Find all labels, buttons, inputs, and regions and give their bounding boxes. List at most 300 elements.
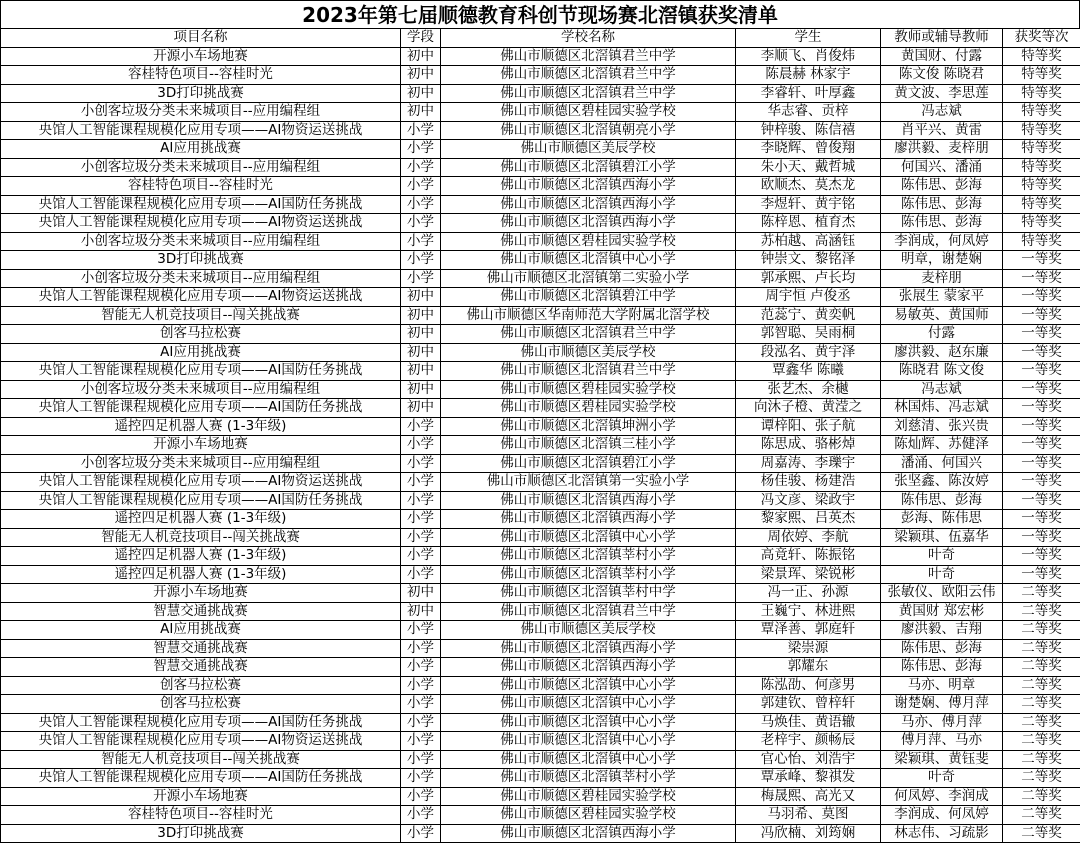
level-cell: 小学 [401,510,441,529]
header-row [1,29,1080,48]
teacher-cell: 何国兴、潘涌 [881,158,1003,177]
school-cell: 佛山市顺德区北滘镇碧江中学 [441,288,736,307]
award-cell: 二等奖 [1003,732,1080,751]
project-cell: 开源小车场地赛 [1,47,401,66]
school-cell: 佛山市顺德区北滘镇西海小学 [441,195,736,214]
student-cell: 冯文彦、梁政宇 [736,491,881,510]
table-row [1,343,1080,362]
student-cell: 钟崇文、黎铭泽 [736,251,881,270]
teacher-cell: 陈伟思、彭海 [881,491,1003,510]
teacher-cell: 廖洪毅、赵东廉 [881,343,1003,362]
student-cell: 王巍宁、林进熙 [736,602,881,621]
level-cell: 初中 [401,325,441,344]
project-cell: 央馆人工智能课程规模化应用专项——AI物资运送挑战 [1,473,401,492]
award-cell: 一等奖 [1003,528,1080,547]
level-cell: 小学 [401,417,441,436]
header-school: 学校名称 [441,29,736,48]
level-cell: 小学 [401,121,441,140]
student-cell: 华志睿、贡梓 [736,103,881,122]
student-cell: 梅晟熙、高光又 [736,787,881,806]
level-cell: 小学 [401,695,441,714]
teacher-cell: 陈伟思、彭海 [881,195,1003,214]
sheet-title: 2023年第七届顺德教育科创节现场赛北滘镇获奖清单 [0,0,1080,28]
table-row [1,251,1080,270]
school-cell: 佛山市顺德区碧桂园实验学校 [441,232,736,251]
award-cell: 一等奖 [1003,417,1080,436]
school-cell: 佛山市顺德区北滘镇西海小学 [441,214,736,233]
teacher-cell: 陈灿辉、苏健泽 [881,436,1003,455]
table-row [1,121,1080,140]
table-row [1,288,1080,307]
award-cell: 特等奖 [1003,66,1080,85]
teacher-cell: 张展生 蒙家平 [881,288,1003,307]
student-cell: 张艺杰、余樾 [736,380,881,399]
award-cell: 一等奖 [1003,251,1080,270]
table-row [1,787,1080,806]
student-cell: 钟梓骏、陈信禧 [736,121,881,140]
table-row [1,177,1080,196]
award-cell: 一等奖 [1003,325,1080,344]
level-cell: 小学 [401,251,441,270]
table-body [1,47,1080,843]
teacher-cell: 林志伟、习疏影 [881,824,1003,843]
student-cell: 李顺飞、肖俊炜 [736,47,881,66]
project-cell: 央馆人工智能课程规模化应用专项——AI物资运送挑战 [1,214,401,233]
school-cell: 佛山市顺德区北滘镇第二实验小学 [441,269,736,288]
award-cell: 二等奖 [1003,750,1080,769]
award-cell: 一等奖 [1003,399,1080,418]
award-cell: 特等奖 [1003,84,1080,103]
level-cell: 小学 [401,547,441,566]
table-row [1,713,1080,732]
level-cell: 初中 [401,306,441,325]
table-row [1,380,1080,399]
table-row [1,417,1080,436]
project-cell: 智慧交通挑战赛 [1,602,401,621]
award-cell: 二等奖 [1003,713,1080,732]
school-cell: 佛山市顺德区碧桂园实验学校 [441,787,736,806]
level-cell: 小学 [401,491,441,510]
header-award: 获奖等次 [1003,29,1080,48]
project-cell: 创客马拉松赛 [1,676,401,695]
teacher-cell: 付露 [881,325,1003,344]
teacher-cell: 易敏英、黄国师 [881,306,1003,325]
teacher-cell: 陈伟思、彭海 [881,214,1003,233]
level-cell: 小学 [401,732,441,751]
student-cell: 陈晨赫 林家宇 [736,66,881,85]
teacher-cell: 刘慈清、张兴贵 [881,417,1003,436]
project-cell: 遥控四足机器人赛 (1-3年级) [1,417,401,436]
award-cell: 二等奖 [1003,676,1080,695]
table-row [1,676,1080,695]
table-row [1,528,1080,547]
teacher-cell: 廖洪毅、麦梓朋 [881,140,1003,159]
level-cell: 初中 [401,103,441,122]
teacher-cell: 李润成、何凤婷 [881,806,1003,825]
student-cell: 李煜轩、黄宇铭 [736,195,881,214]
student-cell: 周宇恒 卢俊丞 [736,288,881,307]
level-cell: 小学 [401,658,441,677]
student-cell: 范蕊宁、黄奕帆 [736,306,881,325]
level-cell: 初中 [401,84,441,103]
teacher-cell: 彭海、陈伟思 [881,510,1003,529]
award-cell: 一等奖 [1003,454,1080,473]
table-row [1,269,1080,288]
school-cell: 佛山市顺德区北滘镇中心小学 [441,676,736,695]
project-cell: 央馆人工智能课程规模化应用专项——AI国防任务挑战 [1,362,401,381]
teacher-cell: 马亦、傅月萍 [881,713,1003,732]
table-row [1,602,1080,621]
school-cell: 佛山市顺德区北滘镇君兰中学 [441,602,736,621]
school-cell: 佛山市顺德区北滘镇莘村中学 [441,584,736,603]
student-cell: 覃泽善、郭庭轩 [736,621,881,640]
project-cell: 智慧交通挑战赛 [1,639,401,658]
table-row [1,362,1080,381]
project-cell: 央馆人工智能课程规模化应用专项——AI物资运送挑战 [1,288,401,307]
student-cell: 覃承峰、黎祺发 [736,769,881,788]
project-cell: 3D打印挑战赛 [1,251,401,270]
project-cell: AI应用挑战赛 [1,343,401,362]
teacher-cell: 梁颖琪、黄钰斐 [881,750,1003,769]
level-cell: 小学 [401,621,441,640]
award-cell: 二等奖 [1003,769,1080,788]
project-cell: AI应用挑战赛 [1,621,401,640]
table-row [1,806,1080,825]
school-cell: 佛山市顺德区碧桂园实验学校 [441,806,736,825]
award-cell: 二等奖 [1003,824,1080,843]
level-cell: 小学 [401,436,441,455]
teacher-cell: 潘涌、何国兴 [881,454,1003,473]
award-cell: 特等奖 [1003,232,1080,251]
teacher-cell: 叶奇 [881,547,1003,566]
project-cell: 容桂特色项目--容桂时光 [1,177,401,196]
student-cell: 欧顺杰、莫杰龙 [736,177,881,196]
student-cell: 官心怡、刘浩宇 [736,750,881,769]
project-cell: 3D打印挑战赛 [1,824,401,843]
table-row [1,824,1080,843]
level-cell: 小学 [401,232,441,251]
level-cell: 初中 [401,584,441,603]
school-cell: 佛山市顺德区美辰学校 [441,621,736,640]
school-cell: 佛山市顺德区北滘镇中心小学 [441,750,736,769]
teacher-cell: 叶奇 [881,565,1003,584]
header-teacher: 教师或辅导教师 [881,29,1003,48]
student-cell: 郭智聪、吴雨桐 [736,325,881,344]
table-row [1,454,1080,473]
project-cell: 开源小车场地赛 [1,436,401,455]
award-cell: 一等奖 [1003,473,1080,492]
award-cell: 一等奖 [1003,306,1080,325]
teacher-cell: 何凤婷、李润成 [881,787,1003,806]
project-cell: 智慧交通挑战赛 [1,658,401,677]
level-cell: 小学 [401,140,441,159]
student-cell: 郭建钦、曾梓轩 [736,695,881,714]
level-cell: 小学 [401,269,441,288]
table-row [1,639,1080,658]
project-cell: 小创客垃圾分类未来城项目--应用编程组 [1,103,401,122]
award-cell: 二等奖 [1003,787,1080,806]
level-cell: 小学 [401,565,441,584]
student-cell: 冯欣楠、刘筠娴 [736,824,881,843]
project-cell: 央馆人工智能课程规模化应用专项——AI物资运送挑战 [1,732,401,751]
student-cell: 段泓名、黄宇泽 [736,343,881,362]
project-cell: 遥控四足机器人赛 (1-3年级) [1,547,401,566]
school-cell: 佛山市顺德区碧桂园实验学校 [441,103,736,122]
student-cell: 郭耀东 [736,658,881,677]
table-row [1,491,1080,510]
teacher-cell: 张敏仪、欧阳云伟 [881,584,1003,603]
student-cell: 李晓辉、曾俊翔 [736,140,881,159]
teacher-cell: 陈伟思、彭海 [881,177,1003,196]
level-cell: 小学 [401,639,441,658]
project-cell: 央馆人工智能课程规模化应用专项——AI国防任务挑战 [1,491,401,510]
award-cell: 特等奖 [1003,47,1080,66]
student-cell: 李睿轩、叶厚鑫 [736,84,881,103]
teacher-cell: 冯志斌 [881,380,1003,399]
project-cell: 小创客垃圾分类未来城项目--应用编程组 [1,380,401,399]
school-cell: 佛山市顺德区北滘镇中心小学 [441,713,736,732]
school-cell: 佛山市顺德区美辰学校 [441,140,736,159]
table-row [1,473,1080,492]
award-cell: 一等奖 [1003,269,1080,288]
school-cell: 佛山市顺德区北滘镇西海小学 [441,639,736,658]
school-cell: 佛山市顺德区北滘镇中心小学 [441,732,736,751]
school-cell: 佛山市顺德区北滘镇君兰中学 [441,47,736,66]
student-cell: 郭承熙、卢长均 [736,269,881,288]
header-level: 学段 [401,29,441,48]
project-cell: 开源小车场地赛 [1,787,401,806]
award-cell: 特等奖 [1003,121,1080,140]
project-cell: 容桂特色项目--容桂时光 [1,66,401,85]
student-cell: 覃鑫华 陈曦 [736,362,881,381]
header-student: 学生 [736,29,881,48]
project-cell: 小创客垃圾分类未来城项目--应用编程组 [1,454,401,473]
table-row [1,232,1080,251]
school-cell: 佛山市顺德区北滘镇第一实验小学 [441,473,736,492]
award-cell: 特等奖 [1003,158,1080,177]
level-cell: 初中 [401,362,441,381]
award-cell: 二等奖 [1003,806,1080,825]
project-cell: 智能无人机竞技项目--闯关挑战赛 [1,750,401,769]
school-cell: 佛山市顺德区北滘镇西海小学 [441,510,736,529]
level-cell: 小学 [401,528,441,547]
level-cell: 小学 [401,769,441,788]
teacher-cell: 马亦、明章 [881,676,1003,695]
level-cell: 初中 [401,47,441,66]
table-row [1,621,1080,640]
level-cell: 初中 [401,66,441,85]
level-cell: 初中 [401,399,441,418]
student-cell: 朱小天、戴哲城 [736,158,881,177]
level-cell: 小学 [401,473,441,492]
table-row [1,47,1080,66]
table-row [1,658,1080,677]
level-cell: 小学 [401,214,441,233]
award-cell: 一等奖 [1003,343,1080,362]
table-row [1,584,1080,603]
school-cell: 佛山市顺德区北滘镇碧江小学 [441,158,736,177]
school-cell: 佛山市顺德区碧桂园实验学校 [441,380,736,399]
level-cell: 小学 [401,824,441,843]
award-cell: 特等奖 [1003,103,1080,122]
student-cell: 梁景珲、梁锐彬 [736,565,881,584]
level-cell: 小学 [401,454,441,473]
student-cell: 周依婷、李航 [736,528,881,547]
teacher-cell: 肖平兴、黄雷 [881,121,1003,140]
school-cell: 佛山市顺德区北滘镇莘村小学 [441,547,736,566]
student-cell: 陈梓恩、植育杰 [736,214,881,233]
school-cell: 佛山市顺德区北滘镇碧江小学 [441,454,736,473]
level-cell: 小学 [401,676,441,695]
student-cell: 向沐子橙、黄滢之 [736,399,881,418]
header-project: 项目名称 [1,29,401,48]
level-cell: 初中 [401,343,441,362]
project-cell: 创客马拉松赛 [1,695,401,714]
level-cell: 小学 [401,787,441,806]
school-cell: 佛山市顺德区北滘镇君兰中学 [441,84,736,103]
award-table [0,28,1080,843]
level-cell: 小学 [401,713,441,732]
teacher-cell: 张坚鑫、陈汝婷 [881,473,1003,492]
school-cell: 佛山市顺德区北滘镇莘村小学 [441,769,736,788]
teacher-cell: 傅月萍、马亦 [881,732,1003,751]
student-cell: 马羽希、莫图 [736,806,881,825]
table-row [1,695,1080,714]
school-cell: 佛山市顺德区北滘镇君兰中学 [441,325,736,344]
award-cell: 二等奖 [1003,621,1080,640]
teacher-cell: 陈伟思、彭海 [881,639,1003,658]
table-row [1,140,1080,159]
project-cell: 容桂特色项目--容桂时光 [1,806,401,825]
table-row [1,158,1080,177]
school-cell: 佛山市顺德区北滘镇三桂小学 [441,436,736,455]
award-cell: 一等奖 [1003,380,1080,399]
student-cell: 陈思成、骆彬焯 [736,436,881,455]
project-cell: 创客马拉松赛 [1,325,401,344]
award-cell: 一等奖 [1003,565,1080,584]
school-cell: 佛山市顺德区华南师范大学附属北滘学校 [441,306,736,325]
teacher-cell: 陈晓君 陈文俊 [881,362,1003,381]
project-cell: 央馆人工智能课程规模化应用专项——AI国防任务挑战 [1,399,401,418]
award-cell: 一等奖 [1003,491,1080,510]
teacher-cell: 谢楚娴、傅月萍 [881,695,1003,714]
project-cell: 遥控四足机器人赛 (1-3年级) [1,510,401,529]
student-cell: 马焕佳、黄语辙 [736,713,881,732]
project-cell: 智能无人机竞技项目--闯关挑战赛 [1,528,401,547]
project-cell: 遥控四足机器人赛 (1-3年级) [1,565,401,584]
project-cell: AI应用挑战赛 [1,140,401,159]
teacher-cell: 黄国财、付露 [881,47,1003,66]
table-row [1,565,1080,584]
school-cell: 佛山市顺德区北滘镇中心小学 [441,695,736,714]
project-cell: 小创客垃圾分类未来城项目--应用编程组 [1,158,401,177]
award-cell: 特等奖 [1003,177,1080,196]
student-cell: 冯一正、孙源 [736,584,881,603]
table-row [1,732,1080,751]
teacher-cell: 廖洪毅、吉翔 [881,621,1003,640]
school-cell: 佛山市顺德区北滘镇西海小学 [441,177,736,196]
level-cell: 初中 [401,602,441,621]
level-cell: 小学 [401,806,441,825]
school-cell: 佛山市顺德区北滘镇君兰中学 [441,66,736,85]
teacher-cell: 陈文俊 陈晓君 [881,66,1003,85]
award-cell: 一等奖 [1003,362,1080,381]
table-row [1,103,1080,122]
award-cell: 二等奖 [1003,639,1080,658]
level-cell: 初中 [401,288,441,307]
table-row [1,750,1080,769]
project-cell: 开源小车场地赛 [1,584,401,603]
student-cell: 老梓宇、颜畅辰 [736,732,881,751]
award-cell: 特等奖 [1003,140,1080,159]
school-cell: 佛山市顺德区美辰学校 [441,343,736,362]
table-row [1,510,1080,529]
teacher-cell: 陈伟思、彭海 [881,658,1003,677]
school-cell: 佛山市顺德区北滘镇西海小学 [441,491,736,510]
student-cell: 周嘉涛、李瓅宇 [736,454,881,473]
teacher-cell: 冯志斌 [881,103,1003,122]
school-cell: 佛山市顺德区北滘镇中心小学 [441,251,736,270]
teacher-cell: 李润成，何凤婷 [881,232,1003,251]
school-cell: 佛山市顺德区北滘镇坤洲小学 [441,417,736,436]
school-cell: 佛山市顺德区北滘镇君兰中学 [441,362,736,381]
level-cell: 初中 [401,380,441,399]
table-row [1,399,1080,418]
project-cell: 3D打印挑战赛 [1,84,401,103]
student-cell: 陈泓劭、何彦男 [736,676,881,695]
table-row [1,84,1080,103]
level-cell: 小学 [401,177,441,196]
student-cell: 苏柏越、高涵钰 [736,232,881,251]
table-row [1,325,1080,344]
table-row [1,214,1080,233]
table-row [1,769,1080,788]
level-cell: 小学 [401,158,441,177]
award-cell: 一等奖 [1003,288,1080,307]
project-cell: 小创客垃圾分类未来城项目--应用编程组 [1,269,401,288]
school-cell: 佛山市顺德区北滘镇西海小学 [441,824,736,843]
teacher-cell: 林国炜、冯志斌 [881,399,1003,418]
school-cell: 佛山市顺德区北滘镇中心小学 [441,528,736,547]
award-cell: 一等奖 [1003,510,1080,529]
award-cell: 一等奖 [1003,436,1080,455]
award-cell: 二等奖 [1003,584,1080,603]
award-cell: 一等奖 [1003,547,1080,566]
school-cell: 佛山市顺德区碧桂园实验学校 [441,399,736,418]
teacher-cell: 明章，谢楚娴 [881,251,1003,270]
project-cell: 小创客垃圾分类未来城项目--应用编程组 [1,232,401,251]
teacher-cell: 麦梓朋 [881,269,1003,288]
project-cell: 央馆人工智能课程规模化应用专项——AI国防任务挑战 [1,195,401,214]
project-cell: 央馆人工智能课程规模化应用专项——AI物资运送挑战 [1,121,401,140]
award-cell: 特等奖 [1003,214,1080,233]
teacher-cell: 梁颖琪、伍嘉华 [881,528,1003,547]
project-cell: 央馆人工智能课程规模化应用专项——AI国防任务挑战 [1,769,401,788]
award-cell: 特等奖 [1003,195,1080,214]
project-cell: 央馆人工智能课程规模化应用专项——AI国防任务挑战 [1,713,401,732]
table-row [1,195,1080,214]
award-cell: 二等奖 [1003,602,1080,621]
level-cell: 小学 [401,195,441,214]
school-cell: 佛山市顺德区北滘镇莘村小学 [441,565,736,584]
student-cell: 梁崇源 [736,639,881,658]
level-cell: 小学 [401,750,441,769]
teacher-cell: 黄国财 郑宏彬 [881,602,1003,621]
student-cell: 高竟轩、陈振铭 [736,547,881,566]
table-row [1,436,1080,455]
student-cell: 黎家熙、吕英杰 [736,510,881,529]
award-cell: 二等奖 [1003,658,1080,677]
